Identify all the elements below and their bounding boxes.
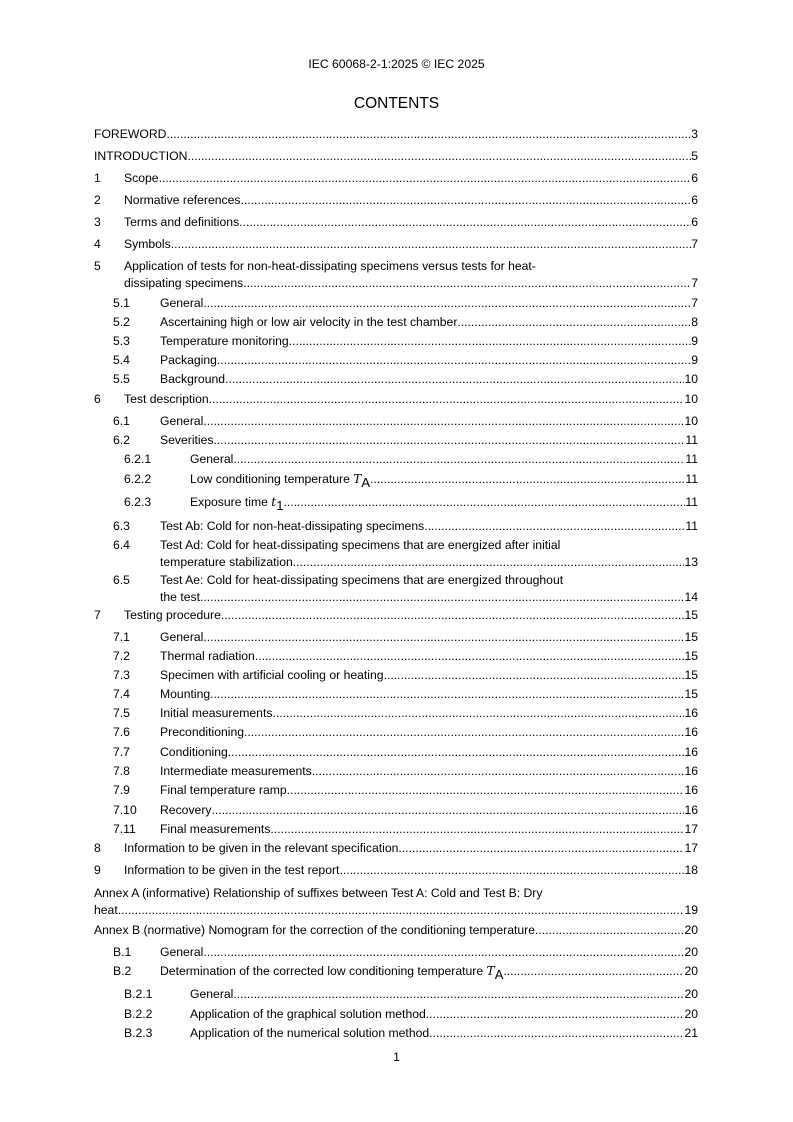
toc-entry-7-6[interactable]: [94, 724, 698, 741]
toc-entry-number: 5.1: [113, 296, 130, 310]
toc-entry-page: 6: [691, 171, 698, 185]
toc-entry-7-9[interactable]: [94, 782, 698, 799]
toc-entry-page: 19: [684, 903, 698, 917]
toc-entry-title-line1: Application of tests for non-heat-dissipating specimens versus tests for heat-: [124, 259, 536, 273]
toc-entry-title: Ascertaining high or low air velocity in the test chamber: [160, 315, 458, 329]
leader-dots: [203, 944, 684, 961]
toc-entry-title: Conditioning: [160, 745, 228, 759]
toc-entry-title: Low conditioning temperature: [190, 472, 350, 486]
leader-dots: [370, 471, 685, 488]
leader-dots: [225, 371, 684, 388]
toc-entry-6-1[interactable]: [94, 413, 698, 430]
toc-entry-number: 7: [94, 608, 101, 622]
leader-dots: [203, 629, 684, 646]
toc-entry-6[interactable]: [94, 391, 698, 408]
toc-entry-page: 20: [684, 964, 698, 978]
toc-entry-title: Normative references: [124, 193, 241, 207]
leader-dots: [424, 518, 685, 535]
leader-dots: [210, 686, 684, 703]
leader-dots: [312, 763, 685, 780]
toc-entry-title-line2: heat: [94, 903, 118, 917]
leader-dots: [429, 1025, 684, 1042]
toc-entry-title: Thermal radiation: [160, 649, 255, 663]
toc-entry-5-5[interactable]: [94, 371, 698, 388]
toc-entry-title: INTRODUCTION: [94, 149, 188, 163]
leader-dots: [272, 705, 684, 722]
toc-entry-5[interactable]: [94, 258, 698, 292]
toc-entry-title: General: [190, 987, 234, 1001]
toc-entry-page: 20: [684, 945, 698, 959]
toc-entry-page: 8: [691, 315, 698, 329]
toc-entry-page: 16: [684, 783, 698, 797]
toc-entry-2[interactable]: [94, 192, 698, 209]
toc-entry-number: 6.2.3: [124, 495, 152, 509]
toc-entry-title: Test description: [124, 392, 209, 406]
toc-entry-7-2[interactable]: [94, 648, 698, 665]
toc-entry-4[interactable]: [94, 236, 698, 253]
leader-dots: [255, 648, 685, 665]
toc-entry-6-3[interactable]: [94, 518, 698, 535]
toc-entry-page: 14: [684, 590, 698, 604]
toc-entry-page: 15: [684, 649, 698, 663]
document-header: IEC 60068-2-1:2025 © IEC 2025: [308, 57, 485, 71]
toc-entry-number: 6.2: [113, 433, 130, 447]
toc-entry-title: Exposure time: [190, 495, 268, 509]
toc-entry-number: B.1: [113, 945, 132, 959]
toc-entry-8[interactable]: [94, 840, 698, 857]
toc-entry-b-2-3[interactable]: [94, 1025, 698, 1042]
leader-dots: [159, 170, 692, 187]
toc-entry-title-line2: temperature stabilization: [160, 555, 293, 569]
toc-entry-6-2-2[interactable]: [94, 471, 698, 488]
toc-entry-title: General: [160, 414, 204, 428]
toc-entry-page: 15: [684, 687, 698, 701]
leader-dots: [228, 744, 685, 761]
toc-entry-page: 3: [691, 127, 698, 141]
toc-entry-title: Severities: [160, 433, 214, 447]
toc-entry-b-1[interactable]: [94, 944, 698, 961]
toc-entry-page: 11: [685, 519, 698, 533]
toc-entry-page: 13: [684, 555, 698, 569]
toc-entry-b-2-1[interactable]: [94, 986, 698, 1003]
toc-entry-9[interactable]: [94, 862, 698, 879]
toc-entry-number: B.2.2: [124, 1007, 153, 1021]
toc-entry-page: 16: [684, 725, 698, 739]
toc-entry-annex-a[interactable]: [94, 885, 698, 919]
toc-entry-page: 21: [684, 1026, 698, 1040]
toc-entry-page: 15: [684, 630, 698, 644]
toc-entry-number: 5.4: [113, 353, 130, 367]
toc-entry-title: Symbols: [124, 237, 171, 251]
toc-entry-title: Specimen with artificial cooling or heating: [160, 668, 384, 682]
toc-entry-number: 6.1: [113, 414, 130, 428]
toc-entry-page: 18: [684, 863, 698, 877]
toc-entry-page: 16: [684, 745, 698, 759]
toc-entry-page: 7: [691, 237, 698, 251]
toc-entry-page: 20: [684, 987, 698, 1001]
toc-entry-page: 15: [684, 608, 698, 622]
toc-entry-7[interactable]: [94, 607, 698, 624]
leader-dots: [426, 1006, 685, 1023]
toc-entry-5-4[interactable]: [94, 352, 698, 369]
toc-entry-title: Testing procedure: [124, 608, 221, 622]
toc-entry-page: 20: [684, 1007, 698, 1021]
leader-dots: [233, 451, 685, 468]
toc-entry-page: 9: [691, 334, 698, 348]
toc-entry-page: 16: [684, 706, 698, 720]
toc-entry-number: 5: [94, 259, 101, 273]
toc-entry-5-3[interactable]: [94, 333, 698, 350]
toc-entry-number: 7.5: [113, 706, 130, 720]
toc-entry-number: 6: [94, 392, 101, 406]
toc-entry-number: 8: [94, 841, 101, 855]
contents-title: CONTENTS: [353, 95, 440, 112]
toc-entry-7-1[interactable]: [94, 629, 698, 646]
leader-dots: [457, 314, 691, 331]
toc-entry-number: 6.3: [113, 519, 130, 533]
toc-entry-title: Intermediate measurements: [160, 764, 312, 778]
toc-entry-number: 6.5: [113, 573, 130, 587]
toc-entry-number: 7.2: [113, 649, 130, 663]
toc-entry-number: 4: [94, 237, 101, 251]
math-symbol: t: [271, 495, 277, 509]
toc-entry-number: 7.10: [113, 803, 137, 817]
toc-entry-5-1[interactable]: [94, 295, 698, 312]
toc-entry-page: 11: [685, 495, 698, 509]
toc-entry-title: Packaging: [160, 353, 217, 367]
toc-entry-number: 3: [94, 215, 101, 229]
leader-dots: [203, 295, 691, 312]
toc-entry-title: Information to be given in the test report: [124, 863, 340, 877]
leader-dots: [209, 391, 685, 408]
toc-entry-number: 6.4: [113, 538, 130, 552]
toc-entry-page: 11: [685, 452, 698, 466]
math-subscript: A: [361, 475, 371, 490]
toc-entry-introduction[interactable]: [94, 148, 698, 165]
toc-entry-number: 5.3: [113, 334, 130, 348]
toc-entry-number: B.2.3: [124, 1026, 153, 1040]
toc-entry-foreword[interactable]: [94, 126, 698, 143]
toc-entry-page: 7: [691, 276, 698, 290]
leader-dots: [384, 667, 685, 684]
toc-entry-title: General: [160, 630, 204, 644]
leader-dots: [217, 352, 691, 369]
toc-entry-title: Initial measurements: [160, 706, 273, 720]
toc-entry-page: 7: [691, 296, 698, 310]
toc-entry-number: 5.2: [113, 315, 130, 329]
toc-entry-page: 17: [684, 841, 698, 855]
toc-entry-title: General: [160, 945, 204, 959]
leader-dots: [118, 902, 685, 919]
leader-dots: [221, 607, 685, 624]
toc-entry-page: 16: [684, 764, 698, 778]
leader-dots: [287, 782, 685, 799]
leader-dots: [283, 494, 685, 511]
toc-entry-number: 1: [94, 171, 101, 185]
toc-entry-title-line2: dissipating specimens: [124, 276, 244, 290]
leader-dots: [535, 922, 684, 939]
toc-entry-page: 20: [684, 923, 698, 937]
toc-entry-6-5[interactable]: [94, 572, 698, 606]
toc-entry-7-10[interactable]: [94, 802, 698, 819]
leader-dots: [200, 589, 684, 606]
leader-dots: [270, 821, 684, 838]
toc-entry-5-2[interactable]: [94, 314, 698, 331]
toc-entry-number: 6.2.1: [124, 452, 152, 466]
leader-dots: [398, 840, 684, 857]
toc-entry-title: General: [190, 452, 234, 466]
toc-entry-number: 7.6: [113, 725, 130, 739]
toc-entry-6-2-3[interactable]: [94, 494, 698, 511]
toc-entry-page: 11: [685, 472, 698, 486]
math-symbol: T: [353, 472, 362, 486]
toc-entry-6-2[interactable]: [94, 432, 698, 449]
math-subscript: A: [494, 967, 504, 982]
toc-entry-title: FOREWORD: [94, 127, 167, 141]
toc-entry-page: 5: [691, 149, 698, 163]
toc-entry-title: Test Ab: Cold for non-heat-dissipating specimens: [160, 519, 425, 533]
leader-dots: [241, 192, 692, 209]
leader-dots: [289, 333, 692, 350]
leader-dots: [187, 148, 691, 165]
toc-entry-number: 7.3: [113, 668, 130, 682]
toc-entry-title: Information to be given in the relevant specification: [124, 841, 399, 855]
toc-entry-page: 10: [684, 414, 698, 428]
toc-entry-number: B.2: [113, 964, 132, 978]
toc-entry-title: Final temperature ramp: [160, 783, 287, 797]
toc-entry-title: Application of the numerical solution method: [190, 1026, 430, 1040]
toc-entry-number: 7.8: [113, 764, 130, 778]
leader-dots: [244, 724, 684, 741]
toc-entry-title-line1: Test Ad: Cold for heat-dissipating specimens that are energized after initial: [160, 538, 561, 552]
toc-entry-title-line1: Annex A (informative) Relationship of suffixes between Test A: Cold and Test B: Dry: [94, 886, 543, 900]
leader-dots: [503, 963, 684, 980]
math-symbol: T: [486, 964, 495, 978]
toc-entry-page: 16: [684, 803, 698, 817]
toc-entry-title: Temperature monitoring: [160, 334, 289, 348]
toc-entry-number: 7.7: [113, 745, 130, 759]
toc-entry-page: 15: [684, 668, 698, 682]
toc-entry-title-line2: the test: [160, 590, 200, 604]
toc-entry-b-2-2[interactable]: [94, 1006, 698, 1023]
toc-entry-3[interactable]: [94, 214, 698, 231]
toc-entry-page: 10: [684, 372, 698, 386]
toc-entry-annex-b[interactable]: [94, 922, 698, 939]
toc-entry-7-11[interactable]: [94, 821, 698, 838]
toc-entry-page: 6: [691, 215, 698, 229]
toc-entry-number: 7.9: [113, 783, 130, 797]
toc-entry-7-8[interactable]: [94, 763, 698, 780]
toc-entry-number: 6.2.2: [124, 472, 152, 486]
leader-dots: [171, 236, 691, 253]
toc-entry-title: General: [160, 296, 204, 310]
toc-entry-number: 7.1: [113, 630, 130, 644]
toc-entry-7-3[interactable]: [94, 667, 698, 684]
toc-entry-6-2-1[interactable]: [94, 451, 698, 468]
leader-dots: [211, 802, 684, 819]
leader-dots: [293, 554, 685, 571]
toc-entry-6-4[interactable]: [94, 537, 698, 571]
toc-entry-number: 7.4: [113, 687, 130, 701]
toc-entry-title: Annex B (normative) Nomogram for the correction of the conditioning temperature: [94, 923, 535, 937]
toc-entry-title: Recovery: [160, 803, 212, 817]
toc-entry-title: Determination of the corrected low conditioning temperature: [160, 964, 484, 978]
leader-dots: [214, 432, 686, 449]
toc-entry-page: 10: [684, 392, 698, 406]
toc-entry-number: B.2.1: [124, 987, 153, 1001]
toc-entry-number: 7.11: [113, 822, 136, 836]
toc-entry-7-7[interactable]: [94, 744, 698, 761]
toc-entry-number: 5.5: [113, 372, 130, 386]
leader-dots: [166, 126, 691, 143]
toc-entry-title: Background: [160, 372, 226, 386]
leader-dots: [203, 413, 684, 430]
toc-entry-title: Application of the graphical solution method: [190, 1007, 426, 1021]
toc-entry-page: 17: [684, 822, 698, 836]
leader-dots: [233, 986, 684, 1003]
toc-entry-title: Terms and definitions: [124, 215, 240, 229]
toc-entry-title: Preconditioning: [160, 725, 245, 739]
toc-entry-title-line1: Test Ae: Cold for heat-dissipating specimens that are energized throughout: [160, 573, 564, 587]
math-subscript: 1: [276, 498, 284, 513]
toc-entry-b-2[interactable]: [94, 963, 698, 980]
toc-entry-page: 11: [685, 433, 698, 447]
leader-dots: [239, 214, 691, 231]
toc-entry-7-5[interactable]: [94, 705, 698, 722]
toc-entry-title: Scope: [124, 171, 159, 185]
leader-dots: [339, 862, 684, 879]
toc-entry-number: 2: [94, 193, 101, 207]
toc-entry-number: 9: [94, 863, 101, 877]
toc-entry-7-4[interactable]: [94, 686, 698, 703]
toc-entry-page: 6: [691, 193, 698, 207]
page-number: 1: [393, 1050, 400, 1064]
leader-dots: [243, 275, 691, 292]
toc-entry-title: Mounting: [160, 687, 211, 701]
toc-entry-page: 9: [691, 353, 698, 367]
toc-entry-title: Final measurements: [160, 822, 271, 836]
toc-entry-1[interactable]: [94, 170, 698, 187]
